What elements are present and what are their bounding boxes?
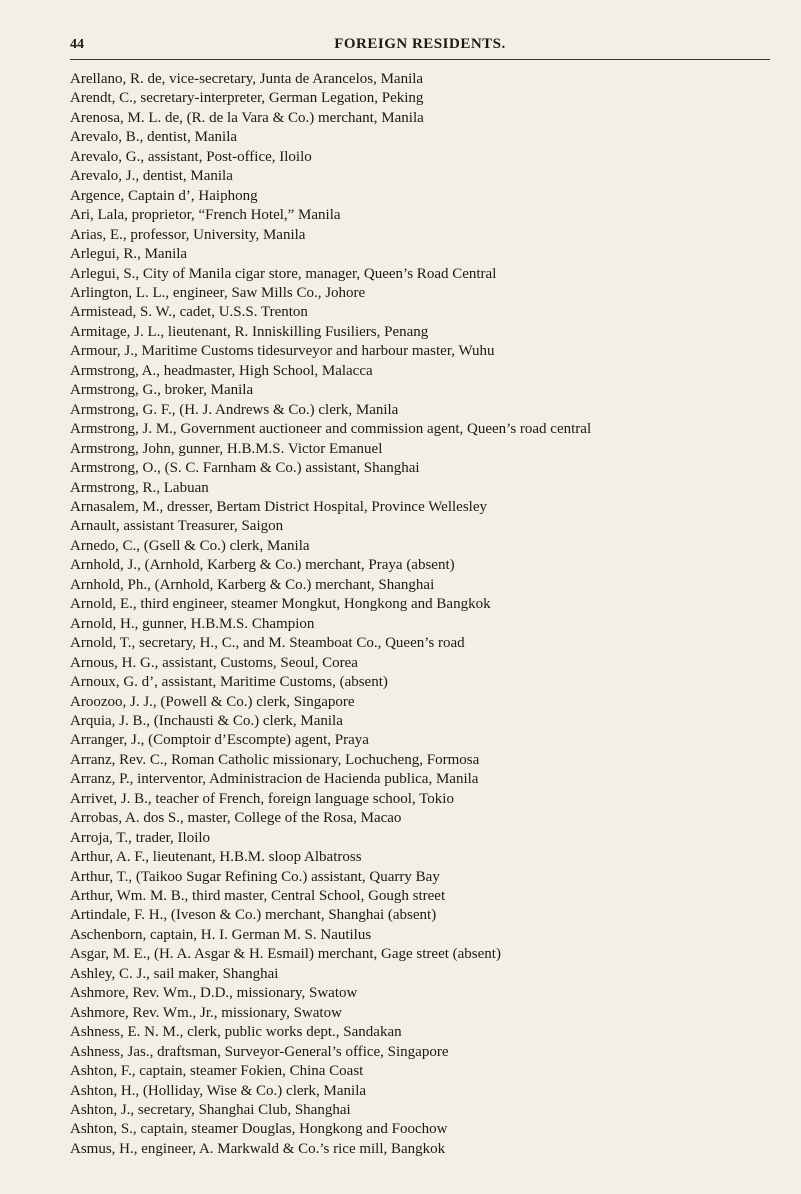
directory-entry: Arnasalem, M., dresser, Bertam District Hospital, Province Wellesley [70,498,487,515]
directory-entry: Arranz, Rev. C., Roman Catholic missionary, Lochucheng, Formosa [70,751,480,768]
directory-entry: Armstrong, A., headmaster, High School, Malacca [70,362,373,379]
directory-entry: Arevalo, J., dentist, Manila [70,168,233,185]
directory-entry: Arlington, L. L., engineer, Saw Mills Co., Johore [70,284,366,301]
directory-entry: Armistead, S. W., cadet, U.S.S. Trenton [70,304,308,321]
directory-entry: Arthur, T., (Taikoo Sugar Refining Co.) assistant, Quarry Bay [70,868,440,885]
directory-entry: Ashmore, Rev. Wm., Jr., missionary, Swatow [70,1004,342,1021]
directory-entry: Arevalo, G., assistant, Post-office, Iloilo [70,148,312,165]
directory-entry: Arnous, H. G., assistant, Customs, Seoul, Corea [70,654,358,671]
directory-entry: Arnoux, G. d’, assistant, Maritime Customs, (absent) [70,674,388,691]
directory-entry: Arias, E., professor, University, Manila [70,226,306,243]
page-header [70,36,770,60]
directory-entry: Arnold, H., gunner, H.B.M.S. Champion [70,615,315,632]
directory-entry: Arellano, R. de, vice-secretary, Junta de Arancelos, Manila [70,71,424,87]
directory-entry: Ashness, E. N. M., clerk, public works dept., Sandakan [70,1024,402,1041]
directory-entry: Arrivet, J. B., teacher of French, foreign language school, Tokio [70,790,454,807]
page-number: 44 [70,37,84,52]
running-head: FOREIGN RESIDENTS. [334,36,506,52]
directory-entry: Arnault, assistant Treasurer, Saigon [70,518,284,535]
directory-entry: Ashton, F., captain, steamer Fokien, China Coast [70,1063,364,1080]
resident-list [70,70,783,1159]
directory-entry: Arranger, J., (Comptoir d’Escompte) agent, Praya [70,732,369,749]
directory-entry: Armour, J., Maritime Customs tidesurveyor and harbour master, Wuhu [70,343,495,360]
directory-entry: Arendt, C., secretary-interpreter, German Legation, Peking [70,90,424,107]
directory-entry: Arquia, J. B., (Inchausti & Co.) clerk, Manila [70,712,343,729]
directory-entry: Arnold, E., third engineer, steamer Mongkut, Hongkong and Bangkok [70,596,491,613]
directory-entry: Asgar, M. E., (H. A. Asgar & H. Esmail) merchant, Gage street (absent) [70,946,501,963]
directory-entry: Armstrong, G. F., (H. J. Andrews & Co.) clerk, Manila [70,401,399,418]
directory-entry: Ari, Lala, proprietor, “French Hotel,” Manila [70,207,341,224]
directory-entry: Arrobas, A. dos S., master, College of the Rosa, Macao [70,810,402,827]
directory-entry: Artindale, F. H., (Iveson & Co.) merchant, Shanghai (absent) [70,907,437,924]
directory-entry: Armstrong, John, gunner, H.B.M.S. Victor Emanuel [70,440,383,457]
directory-entry: Ashton, S., captain, steamer Douglas, Hongkong and Foochow [70,1121,448,1138]
directory-entry: Arthur, Wm. M. B., third master, Central School, Gough street [70,888,446,905]
directory-entry: Armstrong, R., Labuan [70,479,209,496]
directory-entry: Armstrong, J. M., Government auctioneer and commission agent, Queen’s road central [70,421,592,438]
directory-entry: Aschenborn, captain, H. I. German M. S. Nautilus [70,926,372,943]
directory-entry: Ashness, Jas., draftsman, Surveyor-General’s office, Singapore [70,1043,449,1060]
directory-entry: Arnhold, Ph., (Arnhold, Karberg & Co.) merchant, Shanghai [70,576,435,593]
directory-entry: Arthur, A. F., lieutenant, H.B.M. sloop Albatross [70,849,362,866]
directory-entry: Arroja, T., trader, Iloilo [70,829,211,846]
directory-entry: Asmus, H., engineer, A. Markwald & Co.’s rice mill, Bangkok [70,1140,446,1157]
directory-entry: Arenosa, M. L. de, (R. de la Vara & Co.) merchant, Manila [70,109,424,126]
directory-entry: Arranz, P., interventor, Administracion de Hacienda publica, Manila [70,771,479,788]
directory-entry: Aroozoo, J. J., (Powell & Co.) clerk, Singapore [70,693,355,710]
directory-entry: Ashmore, Rev. Wm., D.D., missionary, Swatow [70,985,358,1002]
directory-entry: Arnhold, J., (Arnhold, Karberg & Co.) merchant, Praya (absent) [70,557,455,574]
directory-entry: Armstrong, O., (S. C. Farnham & Co.) assistant, Shanghai [70,460,420,477]
directory-entry: Arlegui, S., City of Manila cigar store, manager, Queen’s Road Central [70,265,497,282]
directory-entry: Ashton, H., (Holliday, Wise & Co.) clerk, Manila [70,1082,367,1099]
directory-entry: Arevalo, B., dentist, Manila [70,129,238,146]
directory-entry: Argence, Captain d’, Haiphong [70,187,258,204]
directory-entry: Arnold, T., secretary, H., C., and M. Steamboat Co., Queen’s road [70,635,465,652]
directory-entry: Ashley, C. J., sail maker, Shanghai [70,965,279,982]
directory-entry: Arnedo, C., (Gsell & Co.) clerk, Manila [70,537,310,554]
directory-entry: Arlegui, R., Manila [70,246,188,263]
directory-entry: Armitage, J. L., lieutenant, R. Inniskilling Fusiliers, Penang [70,323,429,340]
directory-entry: Ashton, J., secretary, Shanghai Club, Shanghai [70,1102,351,1119]
directory-entry: Armstrong, G., broker, Manila [70,382,254,399]
